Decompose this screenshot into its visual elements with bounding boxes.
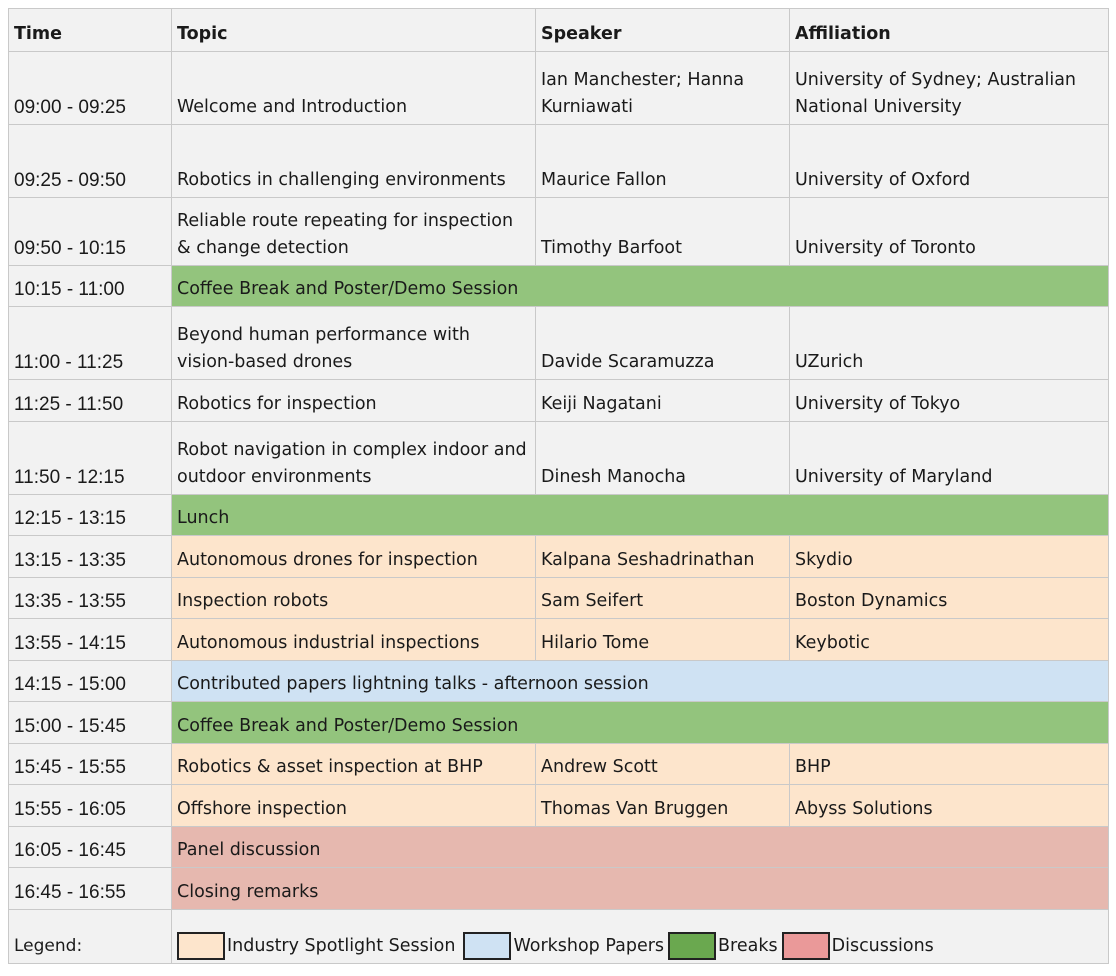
legend [177,926,1103,960]
table-row [9,495,1109,536]
time-cell: 13:55 - 14:15 [9,619,172,661]
header-row [9,9,1109,52]
speaker-cell: Davide Scaramuzza [536,307,790,380]
time-cell: 16:45 - 16:55 [9,868,172,910]
schedule-table [8,8,1109,964]
speaker-cell: Keiji Nagatani [536,380,790,422]
topic-cell: Robot navigation in complex indoor and outdoor environments [172,422,536,495]
topic-cell: Autonomous industrial inspections [172,619,536,661]
papers-cell: Contributed papers lightning talks - afternoon session [172,661,1109,702]
table-row [9,380,1109,422]
affiliation-cell: UZurich [790,307,1109,380]
legend-item-industry [177,932,455,960]
time-cell: 15:55 - 16:05 [9,785,172,827]
table-row [9,744,1109,785]
time-cell: 13:35 - 13:55 [9,578,172,619]
affiliation-cell: BHP [790,744,1109,785]
affiliation-cell: Keybotic [790,619,1109,661]
time-cell: 09:50 - 10:15 [9,198,172,266]
time-cell: 14:15 - 15:00 [9,661,172,702]
affiliation-cell: University of Sydney; Australian National University [790,52,1109,125]
time-cell: 13:15 - 13:35 [9,536,172,578]
table-row [9,661,1109,702]
time-cell: 16:05 - 16:45 [9,827,172,868]
table-row [9,785,1109,827]
table-row [9,702,1109,744]
affiliation-cell: University of Toronto [790,198,1109,266]
legend-label: Legend: [9,910,172,964]
time-cell: 10:15 - 11:00 [9,266,172,307]
topic-cell: Autonomous drones for inspection [172,536,536,578]
table-row [9,536,1109,578]
break-cell: Coffee Break and Poster/Demo Session [172,702,1109,744]
legend-item-breaks [668,932,778,960]
time-cell: 12:15 - 13:15 [9,495,172,536]
speaker-cell: Timothy Barfoot [536,198,790,266]
legend-item-label: Breaks [718,936,778,956]
speaker-cell: Maurice Fallon [536,125,790,198]
time-cell: 15:45 - 15:55 [9,744,172,785]
legend-cell [172,910,1109,964]
industry-swatch [177,932,225,960]
speaker-cell: Sam Seifert [536,578,790,619]
header-speaker: Speaker [536,9,790,52]
topic-cell: Offshore inspection [172,785,536,827]
legend-item-label: Workshop Papers [513,936,665,956]
time-cell: 11:00 - 11:25 [9,307,172,380]
topic-cell: Welcome and Introduction [172,52,536,125]
affiliation-cell: University of Oxford [790,125,1109,198]
breaks-swatch [668,932,716,960]
time-cell: 09:25 - 09:50 [9,125,172,198]
speaker-cell: Thomas Van Bruggen [536,785,790,827]
topic-cell: Robotics for inspection [172,380,536,422]
topic-cell: Reliable route repeating for inspection & change detection [172,198,536,266]
affiliation-cell: University of Tokyo [790,380,1109,422]
table-row [9,198,1109,266]
discussion-cell: Panel discussion [172,827,1109,868]
legend-item-label: Discussions [831,936,934,956]
table-row [9,52,1109,125]
header-topic: Topic [172,9,536,52]
break-cell: Coffee Break and Poster/Demo Session [172,266,1109,307]
discussion-cell: Closing remarks [172,868,1109,910]
speaker-cell: Andrew Scott [536,744,790,785]
legend-row [9,910,1109,964]
header-time: Time [9,9,172,52]
topic-cell: Beyond human performance with vision-based drones [172,307,536,380]
break-cell: Lunch [172,495,1109,536]
table-row [9,578,1109,619]
table-row [9,827,1109,868]
speaker-cell: Kalpana Seshadrinathan [536,536,790,578]
affiliation-cell: Abyss Solutions [790,785,1109,827]
speaker-cell: Ian Manchester; Hanna Kurniawati [536,52,790,125]
discussion-swatch [782,932,830,960]
table-row [9,868,1109,910]
time-cell: 11:25 - 11:50 [9,380,172,422]
table-row [9,422,1109,495]
speaker-cell: Hilario Tome [536,619,790,661]
table-row [9,266,1109,307]
time-cell: 09:00 - 09:25 [9,52,172,125]
table-row [9,307,1109,380]
legend-item-discussions [782,932,934,960]
affiliation-cell: University of Maryland [790,422,1109,495]
papers-swatch [463,932,511,960]
legend-item-papers [463,932,664,960]
affiliation-cell: Boston Dynamics [790,578,1109,619]
legend-item-label: Industry Spotlight Session [227,936,456,956]
header-affiliation: Affiliation [790,9,1109,52]
table-row [9,125,1109,198]
speaker-cell: Dinesh Manocha [536,422,790,495]
topic-cell: Inspection robots [172,578,536,619]
time-cell: 11:50 - 12:15 [9,422,172,495]
affiliation-cell: Skydio [790,536,1109,578]
table-row [9,619,1109,661]
topic-cell: Robotics in challenging environments [172,125,536,198]
time-cell: 15:00 - 15:45 [9,702,172,744]
topic-cell: Robotics & asset inspection at BHP [172,744,536,785]
